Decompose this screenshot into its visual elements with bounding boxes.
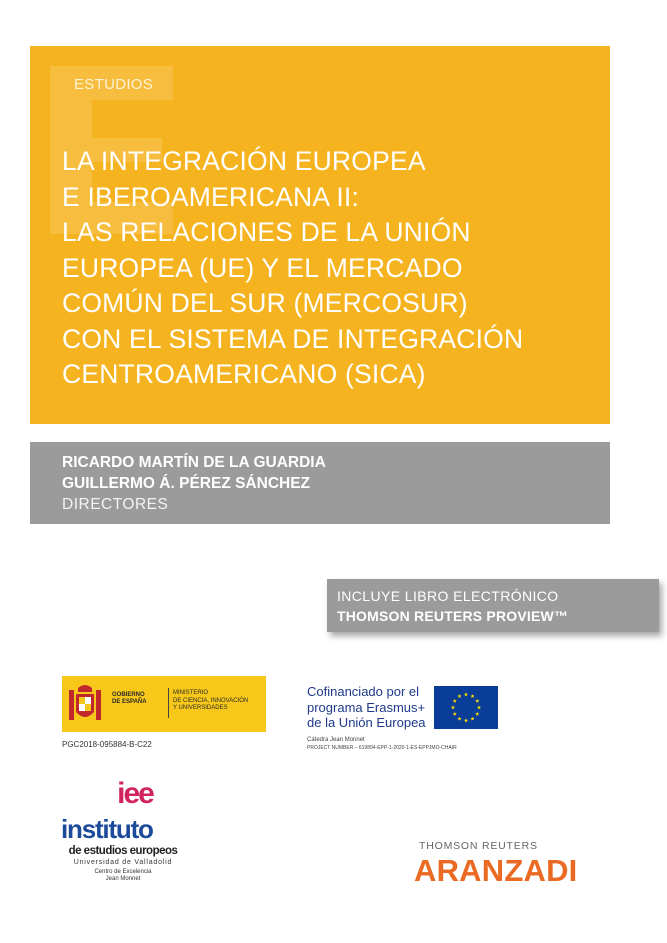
project-number: PROJECT NUMBER – 619894-EPP-1-2020-1-ES-EPPJMO-CHAIR	[307, 744, 457, 751]
svg-text:iee: iee	[117, 778, 153, 808]
aranzadi-logo: ARANZADI	[414, 853, 578, 888]
eu-star	[451, 705, 455, 709]
erasmus-cofunding-text: Cofinanciado por el programa Erasmus+ de la Unión Europea	[307, 684, 426, 730]
gobierno-name: GOBIERNO DE ESPAÑA	[112, 692, 147, 705]
eu-star	[453, 712, 457, 716]
author-role: DIRECTORES	[62, 496, 169, 513]
gobierno-espana-logo	[62, 676, 266, 732]
eu-star	[475, 699, 479, 703]
ebook-product: THOMSON REUTERS PROVIEW™	[337, 608, 569, 624]
thomson-reuters-label: THOMSON REUTERS	[419, 840, 538, 852]
instituto-estudios-europeos-logo	[60, 775, 220, 895]
jean-monnet-chair	[307, 737, 457, 752]
author-name: GUILLERMO Á. PÉREZ SÁNCHEZ	[62, 475, 311, 492]
title-line: COMÚN DEL SUR (MERCOSUR)	[62, 288, 468, 318]
eu-star	[457, 694, 461, 698]
eu-star	[457, 717, 461, 721]
title-line: LA INTEGRACIÓN EUROPEA	[62, 146, 426, 176]
ebook-badge	[327, 579, 659, 632]
eu-star	[475, 712, 479, 716]
iee-centro: Centro de Excelencia Jean Monnet	[94, 869, 152, 882]
book-title	[62, 144, 602, 393]
title-line: EUROPEA (UE) Y EL MERCADO	[62, 252, 463, 283]
iee-subtitle: de estudios europeos	[68, 845, 178, 857]
eu-star	[470, 717, 474, 721]
divider	[168, 688, 169, 718]
ministry-name: MINISTERIO DE CIENCIA, INNOVACIÓN Y UNIVERSIDADES	[173, 690, 249, 711]
eu-flag-icon	[434, 686, 498, 729]
title-line: E IBEROAMERICANA II:	[62, 181, 360, 212]
iee-university: Universidad de Valladolid	[73, 859, 173, 866]
iee-name: instituto	[61, 814, 153, 844]
ebook-line: INCLUYE LIBRO ELECTRÓNICO	[337, 588, 559, 604]
title-line: CENTROAMERICANO (SICA)	[62, 359, 426, 389]
eu-star	[464, 692, 468, 696]
author-name: RICARDO MARTÍN DE LA GUARDIA	[62, 454, 326, 471]
authors-panel	[30, 442, 610, 524]
eu-star	[464, 718, 468, 722]
title-panel	[30, 46, 610, 424]
coat-of-arms-icon	[68, 682, 102, 726]
title-line: LAS RELACIONES DE LA UNIÓN	[62, 217, 471, 247]
grant-code: PGC2018-095884-B-C22	[62, 740, 152, 749]
eu-star	[470, 694, 474, 698]
eu-star	[453, 699, 457, 703]
series-label: ESTUDIOS	[74, 76, 154, 93]
chair-name: Cátedra Jean Monnet	[307, 737, 365, 743]
eu-star	[477, 705, 481, 709]
iee-mark-icon	[94, 778, 176, 808]
title-line: CON EL SISTEMA DE INTEGRACIÓN	[62, 323, 524, 354]
